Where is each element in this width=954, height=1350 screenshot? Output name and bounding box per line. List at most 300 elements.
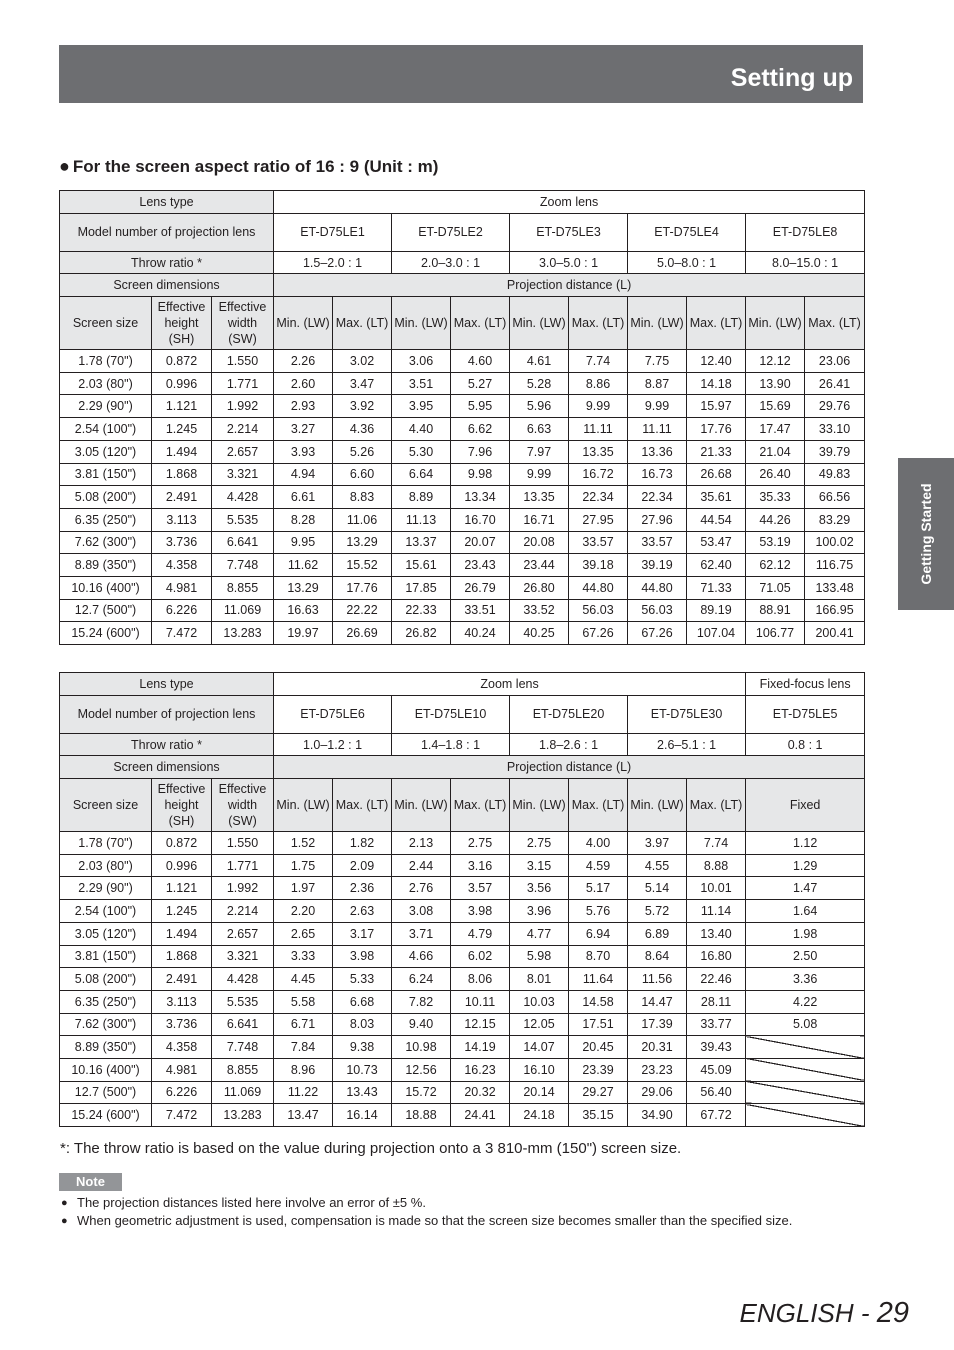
effective-width-cell: 5.535 — [212, 990, 274, 1013]
distance-cell: 6.02 — [451, 945, 510, 968]
distance-cell: 1.75 — [274, 854, 333, 877]
distance-cell: 33.52 — [510, 599, 569, 622]
distance-cell: 11.14 — [687, 900, 746, 923]
max-lt-header: Max. (LT) — [333, 297, 392, 350]
distance-cell: 9.99 — [569, 395, 628, 418]
distance-cell: 5.96 — [510, 395, 569, 418]
model-cell: ET-D75LE8 — [746, 213, 865, 251]
distance-cell: 9.38 — [333, 1036, 392, 1059]
distance-cell: 4.00 — [569, 832, 628, 855]
table-row — [60, 486, 865, 509]
bullet-icon: ● — [59, 156, 70, 176]
effective-height-cell: 0.996 — [152, 854, 212, 877]
distance-cell: 8.96 — [274, 1058, 333, 1081]
distance-cell: 3.95 — [392, 395, 451, 418]
distance-cell: 13.35 — [510, 486, 569, 509]
distance-cell: 22.33 — [392, 599, 451, 622]
distance-cell: 26.80 — [510, 576, 569, 599]
min-lw-header: Min. (LW) — [274, 779, 333, 832]
screen-size-cell: 7.62 (300") — [60, 531, 152, 554]
page-title: Setting up — [730, 64, 853, 92]
note-item-text: The projection distances listed here involve an error of ±5 %. — [77, 1195, 426, 1210]
fixed-distance-cell: 1.47 — [746, 877, 865, 900]
screen-size-cell: 10.16 (400") — [60, 576, 152, 599]
distance-cell: 35.15 — [569, 1104, 628, 1127]
distance-cell: 8.88 — [687, 854, 746, 877]
distance-cell: 6.94 — [569, 922, 628, 945]
effective-width-cell: 8.855 — [212, 1058, 274, 1081]
distance-cell: 11.64 — [569, 968, 628, 991]
distance-cell: 39.43 — [687, 1036, 746, 1059]
distance-cell: 6.62 — [451, 418, 510, 441]
table-row — [60, 1058, 865, 1081]
distance-cell: 34.90 — [628, 1104, 687, 1127]
distance-cell: 24.41 — [451, 1104, 510, 1127]
distance-cell: 56.03 — [628, 599, 687, 622]
distance-cell: 9.98 — [451, 463, 510, 486]
distance-cell: 67.26 — [569, 622, 628, 645]
distance-cell: 3.98 — [333, 945, 392, 968]
distance-cell: 2.44 — [392, 854, 451, 877]
distance-cell: 10.73 — [333, 1058, 392, 1081]
distance-cell: 18.88 — [392, 1104, 451, 1127]
screen-size-cell: 7.62 (300") — [60, 1013, 152, 1036]
model-cell: ET-D75LE1 — [274, 213, 392, 251]
distance-cell: 8.64 — [628, 945, 687, 968]
distance-cell: 5.26 — [333, 440, 392, 463]
throw-ratio-cell: 1.4–1.8 : 1 — [392, 733, 510, 756]
table-row — [60, 990, 865, 1013]
distance-cell: 6.63 — [510, 418, 569, 441]
distance-cell: 33.10 — [805, 418, 865, 441]
page-number: 29 — [876, 1297, 909, 1329]
distance-cell: 3.27 — [274, 418, 333, 441]
effective-height-cell: 3.113 — [152, 508, 212, 531]
max-lt-header: Max. (LT) — [687, 779, 746, 832]
distance-cell: 33.51 — [451, 599, 510, 622]
effective-height-cell: 7.472 — [152, 1104, 212, 1127]
distance-cell: 4.40 — [392, 418, 451, 441]
effective-width-cell: 4.428 — [212, 486, 274, 509]
effective-width-cell: 1.771 — [212, 854, 274, 877]
effective-height-cell: 1.494 — [152, 922, 212, 945]
not-applicable-cell — [746, 1081, 865, 1104]
effective-width-cell: 8.855 — [212, 576, 274, 599]
distance-cell: 20.32 — [451, 1081, 510, 1104]
distance-cell: 3.57 — [451, 877, 510, 900]
distance-cell: 33.57 — [628, 531, 687, 554]
screen-size-cell: 15.24 (600") — [60, 1104, 152, 1127]
distance-cell: 3.51 — [392, 372, 451, 395]
effective-height-cell: 2.491 — [152, 968, 212, 991]
distance-cell: 16.10 — [510, 1058, 569, 1081]
max-lt-header: Max. (LT) — [687, 297, 746, 350]
distance-cell: 27.96 — [628, 508, 687, 531]
screen-size-cell: 10.16 (400") — [60, 1058, 152, 1081]
min-lw-header: Min. (LW) — [392, 297, 451, 350]
effective-height-cell: 3.736 — [152, 531, 212, 554]
distance-cell: 9.40 — [392, 1013, 451, 1036]
table-row — [60, 350, 865, 373]
distance-cell: 13.36 — [628, 440, 687, 463]
throw-ratio-label: Throw ratio — [131, 737, 194, 752]
page-header-bar — [59, 45, 863, 103]
max-lt-header: Max. (LT) — [333, 779, 392, 832]
table-row — [60, 395, 865, 418]
distance-cell: 4.61 — [510, 350, 569, 373]
distance-cell: 13.35 — [569, 440, 628, 463]
effective-width-cell: 4.428 — [212, 968, 274, 991]
fixed-distance-cell: 1.98 — [746, 922, 865, 945]
throw-ratio-cell: 1.0–1.2 : 1 — [274, 733, 392, 756]
distance-cell: 17.76 — [333, 576, 392, 599]
model-number-header: Model number of projection lens — [60, 695, 274, 733]
effective-height-cell: 4.981 — [152, 576, 212, 599]
effective-height-cell: 1.245 — [152, 418, 212, 441]
distance-cell: 5.28 — [510, 372, 569, 395]
distance-cell: 8.03 — [333, 1013, 392, 1036]
distance-cell: 4.45 — [274, 968, 333, 991]
model-cell: ET-D75LE20 — [510, 695, 628, 733]
lens-group-header: Zoom lens — [274, 673, 746, 696]
fixed-header: Fixed — [746, 779, 865, 832]
distance-cell: 40.25 — [510, 622, 569, 645]
distance-cell: 3.06 — [392, 350, 451, 373]
distance-cell: 35.61 — [687, 486, 746, 509]
distance-cell: 8.06 — [451, 968, 510, 991]
screen-size-cell: 12.7 (500") — [60, 599, 152, 622]
distance-cell: 14.07 — [510, 1036, 569, 1059]
distance-cell: 7.82 — [392, 990, 451, 1013]
distance-cell: 6.68 — [333, 990, 392, 1013]
distance-cell: 83.29 — [805, 508, 865, 531]
fixed-distance-cell: 1.64 — [746, 900, 865, 923]
distance-cell: 7.84 — [274, 1036, 333, 1059]
model-cell: ET-D75LE5 — [746, 695, 865, 733]
effective-height-cell: 3.736 — [152, 1013, 212, 1036]
distance-cell: 200.41 — [805, 622, 865, 645]
side-tab-getting-started — [898, 458, 954, 610]
distance-cell: 62.40 — [687, 554, 746, 577]
distance-cell: 8.01 — [510, 968, 569, 991]
distance-cell: 20.45 — [569, 1036, 628, 1059]
screen-dimensions-header: Screen dimensions — [60, 274, 274, 297]
distance-cell: 7.74 — [687, 832, 746, 855]
distance-cell: 13.40 — [687, 922, 746, 945]
distance-cell: 12.15 — [451, 1013, 510, 1036]
distance-cell: 67.72 — [687, 1104, 746, 1127]
distance-cell: 5.58 — [274, 990, 333, 1013]
screen-size-cell: 2.54 (100") — [60, 418, 152, 441]
model-cell: ET-D75LE3 — [510, 213, 628, 251]
distance-cell: 16.14 — [333, 1104, 392, 1127]
table-row — [60, 418, 865, 441]
asterisk-mark: * — [197, 255, 202, 270]
distance-cell: 22.34 — [628, 486, 687, 509]
bullet-icon: ● — [61, 1197, 68, 1209]
distance-cell: 1.82 — [333, 832, 392, 855]
distance-cell: 20.31 — [628, 1036, 687, 1059]
distance-cell: 67.26 — [628, 622, 687, 645]
table-row — [60, 372, 865, 395]
distance-cell: 2.13 — [392, 832, 451, 855]
distance-cell: 14.58 — [569, 990, 628, 1013]
distance-cell: 16.72 — [569, 463, 628, 486]
table-row — [60, 599, 865, 622]
distance-cell: 20.14 — [510, 1081, 569, 1104]
distance-cell: 28.11 — [687, 990, 746, 1013]
throw-ratio-cell: 1.8–2.6 : 1 — [510, 733, 628, 756]
distance-cell: 26.68 — [687, 463, 746, 486]
distance-cell: 1.97 — [274, 877, 333, 900]
table-row — [60, 554, 865, 577]
throw-distance-table-zoom — [59, 190, 865, 645]
not-applicable-cell — [746, 1104, 865, 1127]
distance-cell: 22.22 — [333, 599, 392, 622]
screen-size-cell: 3.05 (120") — [60, 922, 152, 945]
effective-height-header: Effective height (SH) — [152, 297, 212, 350]
distance-cell: 2.63 — [333, 900, 392, 923]
distance-cell: 3.33 — [274, 945, 333, 968]
effective-height-cell: 0.872 — [152, 350, 212, 373]
distance-cell: 5.27 — [451, 372, 510, 395]
distance-cell: 6.64 — [392, 463, 451, 486]
distance-cell: 16.71 — [510, 508, 569, 531]
note-list — [59, 1194, 849, 1230]
effective-width-cell: 2.214 — [212, 418, 274, 441]
distance-cell: 23.06 — [805, 350, 865, 373]
distance-cell: 26.79 — [451, 576, 510, 599]
distance-cell: 6.61 — [274, 486, 333, 509]
lens-group-header: Zoom lens — [274, 191, 865, 214]
effective-width-cell: 7.748 — [212, 554, 274, 577]
distance-cell: 2.20 — [274, 900, 333, 923]
effective-width-cell: 2.657 — [212, 440, 274, 463]
table-row — [60, 440, 865, 463]
distance-cell: 5.72 — [628, 900, 687, 923]
distance-cell: 89.19 — [687, 599, 746, 622]
distance-cell: 166.95 — [805, 599, 865, 622]
throw-ratio-cell: 3.0–5.0 : 1 — [510, 251, 628, 274]
throw-ratio-header — [60, 251, 274, 274]
distance-cell: 26.41 — [805, 372, 865, 395]
effective-width-cell: 11.069 — [212, 1081, 274, 1104]
distance-cell: 26.40 — [746, 463, 805, 486]
distance-cell: 29.27 — [569, 1081, 628, 1104]
distance-cell: 9.99 — [510, 463, 569, 486]
effective-width-cell: 11.069 — [212, 599, 274, 622]
table-row — [60, 1081, 865, 1104]
distance-cell: 13.43 — [333, 1081, 392, 1104]
screen-size-cell: 1.78 (70") — [60, 350, 152, 373]
distance-cell: 16.70 — [451, 508, 510, 531]
screen-size-cell: 2.54 (100") — [60, 900, 152, 923]
distance-cell: 3.97 — [628, 832, 687, 855]
distance-cell: 12.12 — [746, 350, 805, 373]
screen-size-cell: 2.29 (90") — [60, 395, 152, 418]
max-lt-header: Max. (LT) — [569, 779, 628, 832]
distance-cell: 27.95 — [569, 508, 628, 531]
distance-cell: 22.34 — [569, 486, 628, 509]
distance-cell: 4.77 — [510, 922, 569, 945]
screen-dimensions-header: Screen dimensions — [60, 756, 274, 779]
distance-cell: 22.46 — [687, 968, 746, 991]
distance-cell: 39.19 — [628, 554, 687, 577]
max-lt-header: Max. (LT) — [451, 779, 510, 832]
distance-cell: 11.11 — [569, 418, 628, 441]
distance-cell: 133.48 — [805, 576, 865, 599]
model-cell: ET-D75LE4 — [628, 213, 746, 251]
distance-cell: 71.33 — [687, 576, 746, 599]
note-item-text: When geometric adjustment is used, compensation is made so that the screen size becomes smaller than the specified size. — [77, 1213, 793, 1228]
distance-cell: 11.13 — [392, 508, 451, 531]
distance-cell: 3.98 — [451, 900, 510, 923]
table-2-body — [60, 673, 865, 1127]
screen-size-cell: 3.81 (150") — [60, 945, 152, 968]
screen-size-header: Screen size — [60, 779, 152, 832]
distance-cell: 17.76 — [687, 418, 746, 441]
distance-cell: 17.51 — [569, 1013, 628, 1036]
effective-height-cell: 1.121 — [152, 395, 212, 418]
min-lw-header: Min. (LW) — [510, 297, 569, 350]
effective-width-cell: 2.657 — [212, 922, 274, 945]
table-row — [60, 968, 865, 991]
distance-cell: 26.82 — [392, 622, 451, 645]
distance-cell: 3.08 — [392, 900, 451, 923]
table-row — [60, 945, 865, 968]
note-item — [59, 1194, 849, 1212]
screen-size-cell: 6.35 (250") — [60, 990, 152, 1013]
min-lw-header: Min. (LW) — [510, 779, 569, 832]
screen-size-cell: 3.05 (120") — [60, 440, 152, 463]
fixed-distance-cell: 2.50 — [746, 945, 865, 968]
distance-cell: 49.83 — [805, 463, 865, 486]
fixed-distance-cell: 1.12 — [746, 832, 865, 855]
not-applicable-cell — [746, 1036, 865, 1059]
not-applicable-cell — [746, 1058, 865, 1081]
screen-size-cell: 2.29 (90") — [60, 877, 152, 900]
section-heading — [59, 155, 438, 178]
distance-cell: 71.05 — [746, 576, 805, 599]
lens-type-header: Lens type — [60, 191, 274, 214]
distance-cell: 40.24 — [451, 622, 510, 645]
distance-cell: 6.89 — [628, 922, 687, 945]
table-row — [60, 463, 865, 486]
table-row — [60, 922, 865, 945]
screen-size-cell: 12.7 (500") — [60, 1081, 152, 1104]
distance-cell: 8.89 — [392, 486, 451, 509]
effective-width-header: Effective width (SW) — [212, 297, 274, 350]
throw-ratio-cell: 8.0–15.0 : 1 — [746, 251, 865, 274]
effective-height-cell: 1.494 — [152, 440, 212, 463]
effective-width-cell: 1.550 — [212, 832, 274, 855]
table-row — [60, 1104, 865, 1127]
distance-cell: 4.94 — [274, 463, 333, 486]
distance-cell: 13.90 — [746, 372, 805, 395]
distance-cell: 2.26 — [274, 350, 333, 373]
distance-cell: 62.12 — [746, 554, 805, 577]
distance-cell: 3.02 — [333, 350, 392, 373]
distance-cell: 3.16 — [451, 854, 510, 877]
distance-cell: 9.99 — [628, 395, 687, 418]
distance-cell: 4.59 — [569, 854, 628, 877]
distance-cell: 21.04 — [746, 440, 805, 463]
effective-height-cell: 4.358 — [152, 554, 212, 577]
fixed-distance-cell: 1.29 — [746, 854, 865, 877]
effective-height-cell: 1.868 — [152, 463, 212, 486]
screen-size-header: Screen size — [60, 297, 152, 350]
distance-cell: 29.06 — [628, 1081, 687, 1104]
projection-distance-header: Projection distance (L) — [274, 756, 865, 779]
effective-height-cell: 6.226 — [152, 1081, 212, 1104]
distance-cell: 35.33 — [746, 486, 805, 509]
distance-cell: 5.14 — [628, 877, 687, 900]
distance-cell: 9.95 — [274, 531, 333, 554]
distance-cell: 53.47 — [687, 531, 746, 554]
distance-cell: 88.91 — [746, 599, 805, 622]
distance-cell: 5.98 — [510, 945, 569, 968]
distance-cell: 16.23 — [451, 1058, 510, 1081]
distance-cell: 11.11 — [628, 418, 687, 441]
model-cell: ET-D75LE2 — [392, 213, 510, 251]
distance-cell: 6.24 — [392, 968, 451, 991]
distance-cell: 13.29 — [333, 531, 392, 554]
distance-cell: 7.74 — [569, 350, 628, 373]
distance-cell: 20.08 — [510, 531, 569, 554]
bullet-icon: ● — [61, 1215, 68, 1227]
distance-cell: 21.33 — [687, 440, 746, 463]
effective-height-cell: 7.472 — [152, 622, 212, 645]
distance-cell: 5.95 — [451, 395, 510, 418]
distance-cell: 10.98 — [392, 1036, 451, 1059]
throw-ratio-label: Throw ratio — [131, 255, 194, 270]
distance-cell: 2.76 — [392, 877, 451, 900]
distance-cell: 16.63 — [274, 599, 333, 622]
table-row — [60, 900, 865, 923]
screen-size-cell: 2.03 (80") — [60, 854, 152, 877]
distance-cell: 3.17 — [333, 922, 392, 945]
effective-height-cell: 1.121 — [152, 877, 212, 900]
distance-cell: 15.61 — [392, 554, 451, 577]
distance-cell: 13.29 — [274, 576, 333, 599]
distance-cell: 12.05 — [510, 1013, 569, 1036]
table-row — [60, 576, 865, 599]
model-cell: ET-D75LE10 — [392, 695, 510, 733]
min-lw-header: Min. (LW) — [392, 779, 451, 832]
distance-cell: 15.97 — [687, 395, 746, 418]
distance-cell: 16.73 — [628, 463, 687, 486]
throw-ratio-cell: 2.0–3.0 : 1 — [392, 251, 510, 274]
distance-cell: 14.19 — [451, 1036, 510, 1059]
fixed-distance-cell: 3.36 — [746, 968, 865, 991]
distance-cell: 3.93 — [274, 440, 333, 463]
distance-cell: 23.44 — [510, 554, 569, 577]
screen-size-cell: 1.78 (70") — [60, 832, 152, 855]
distance-cell: 11.06 — [333, 508, 392, 531]
distance-cell: 10.03 — [510, 990, 569, 1013]
throw-ratio-header — [60, 733, 274, 756]
effective-width-cell: 1.992 — [212, 877, 274, 900]
distance-cell: 5.17 — [569, 877, 628, 900]
distance-cell: 13.47 — [274, 1104, 333, 1127]
effective-height-cell: 0.872 — [152, 832, 212, 855]
distance-cell: 4.66 — [392, 945, 451, 968]
distance-cell: 4.60 — [451, 350, 510, 373]
distance-cell: 19.97 — [274, 622, 333, 645]
distance-cell: 26.69 — [333, 622, 392, 645]
asterisk-mark: * — [197, 737, 202, 752]
distance-cell: 4.79 — [451, 922, 510, 945]
